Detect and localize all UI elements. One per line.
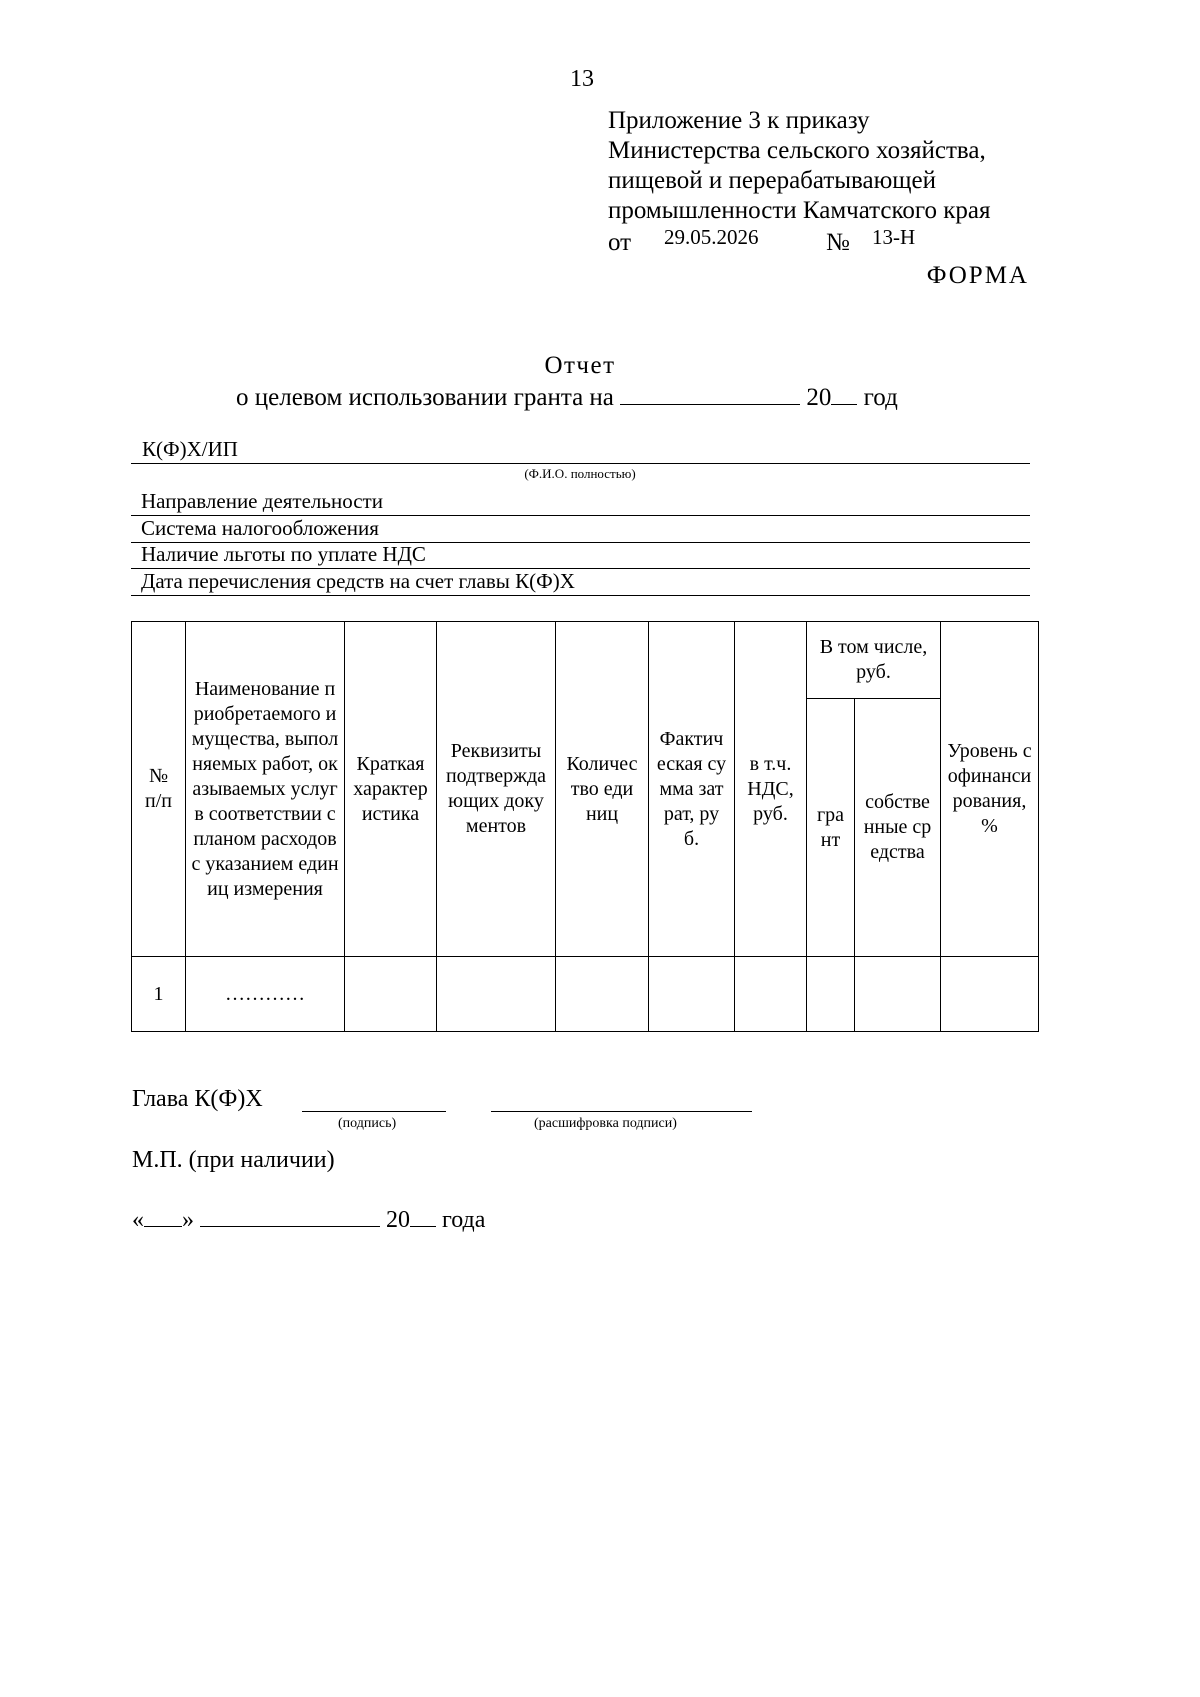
signature-row [132,1086,263,1113]
page-number: 13 [570,66,594,92]
field-transfer-date-label: Дата перечисления средств на счет главы К(Ф)Х [141,569,575,593]
appendix-line: промышленности Камчатского края [608,197,991,224]
date-year-blank[interactable] [410,1206,436,1227]
subtitle-year: 20 [806,384,832,411]
year-blank[interactable] [831,382,857,405]
order-date: 29.05.2026 [664,225,759,249]
appendix-line: Приложение 3 к приказу [608,107,870,134]
report-table [131,621,1039,1032]
field-activity-label: Направление деятельности [141,489,383,513]
month-blank[interactable] [200,1206,380,1227]
row-level-cell[interactable] [941,957,1039,1032]
header-name: Наименование приобретаемого имущества, выполняемых работ, оказываемых услуг в соответствии с планом расходов с указанием единиц измерения [186,622,345,957]
date-prefix: от [608,229,632,256]
subtitle-prefix: о целевом использовании гранта на [236,384,614,411]
row-name: ………… [186,957,345,1032]
head-label: Глава К(Ф)Х [132,1086,263,1112]
date-close-quote: » [182,1207,194,1233]
report-subtitle [236,382,898,412]
row-desc-cell[interactable] [345,957,437,1032]
day-blank[interactable] [144,1206,182,1227]
field-vat-label: Наличие льготы по уплате НДС [141,542,426,566]
signature-caption: (подпись) [338,1116,397,1131]
header-qty: Количество единиц [556,622,649,957]
table-row [132,957,1039,1032]
header-docs: Реквизиты подтверждающих документов [437,622,556,957]
decode-caption: (расшифровка подписи) [534,1116,677,1131]
order-date-number [608,225,1028,259]
field-vat[interactable] [131,542,1030,569]
appendix-line: Министерства сельского хозяйства, [608,137,986,164]
header-actual: Фактическая сумма затрат, руб. [649,622,735,957]
field-tax[interactable] [131,516,1030,543]
appendix-header [608,106,990,226]
header-own: собственные средства [855,699,941,957]
subtitle-suffix: год [863,384,898,411]
stamp-label: М.П. (при наличии) [132,1147,335,1173]
signature-date [132,1206,485,1234]
report-title: Отчет [544,352,616,379]
field-kfh[interactable] [131,437,1030,464]
date-suffix: года [442,1207,486,1233]
field-tax-label: Система налогообложения [141,516,379,540]
row-vat-cell[interactable] [735,957,807,1032]
date-year: 20 [386,1207,410,1233]
header-vat: в т.ч. НДС, руб. [735,622,807,957]
header-level: Уровень софинансирования, % [941,622,1039,957]
signature-decode-line[interactable] [491,1111,752,1112]
period-blank[interactable] [620,382,800,405]
field-activity[interactable] [131,489,1030,516]
form-label: ФОРМА [926,262,1029,289]
header-num: № п/п [132,622,186,957]
fio-caption: (Ф.И.О. полностью) [524,466,636,481]
row-num: 1 [132,957,186,1032]
appendix-line: пищевой и перерабатывающей [608,167,937,194]
number-prefix: № [826,229,850,256]
row-qty-cell[interactable] [556,957,649,1032]
header-including: В том числе, руб. [807,622,941,699]
row-docs-cell[interactable] [437,957,556,1032]
date-open-quote: « [132,1207,144,1233]
header-desc: Краткая характеристика [345,622,437,957]
row-actual-cell[interactable] [649,957,735,1032]
field-kfh-label: К(Ф)Х/ИП [142,437,238,461]
signature-line[interactable] [302,1111,446,1112]
order-number: 13-Н [872,225,916,249]
field-transfer-date[interactable] [131,569,1030,596]
row-own-cell[interactable] [855,957,941,1032]
header-grant: грант [807,699,855,957]
row-grant-cell[interactable] [807,957,855,1032]
